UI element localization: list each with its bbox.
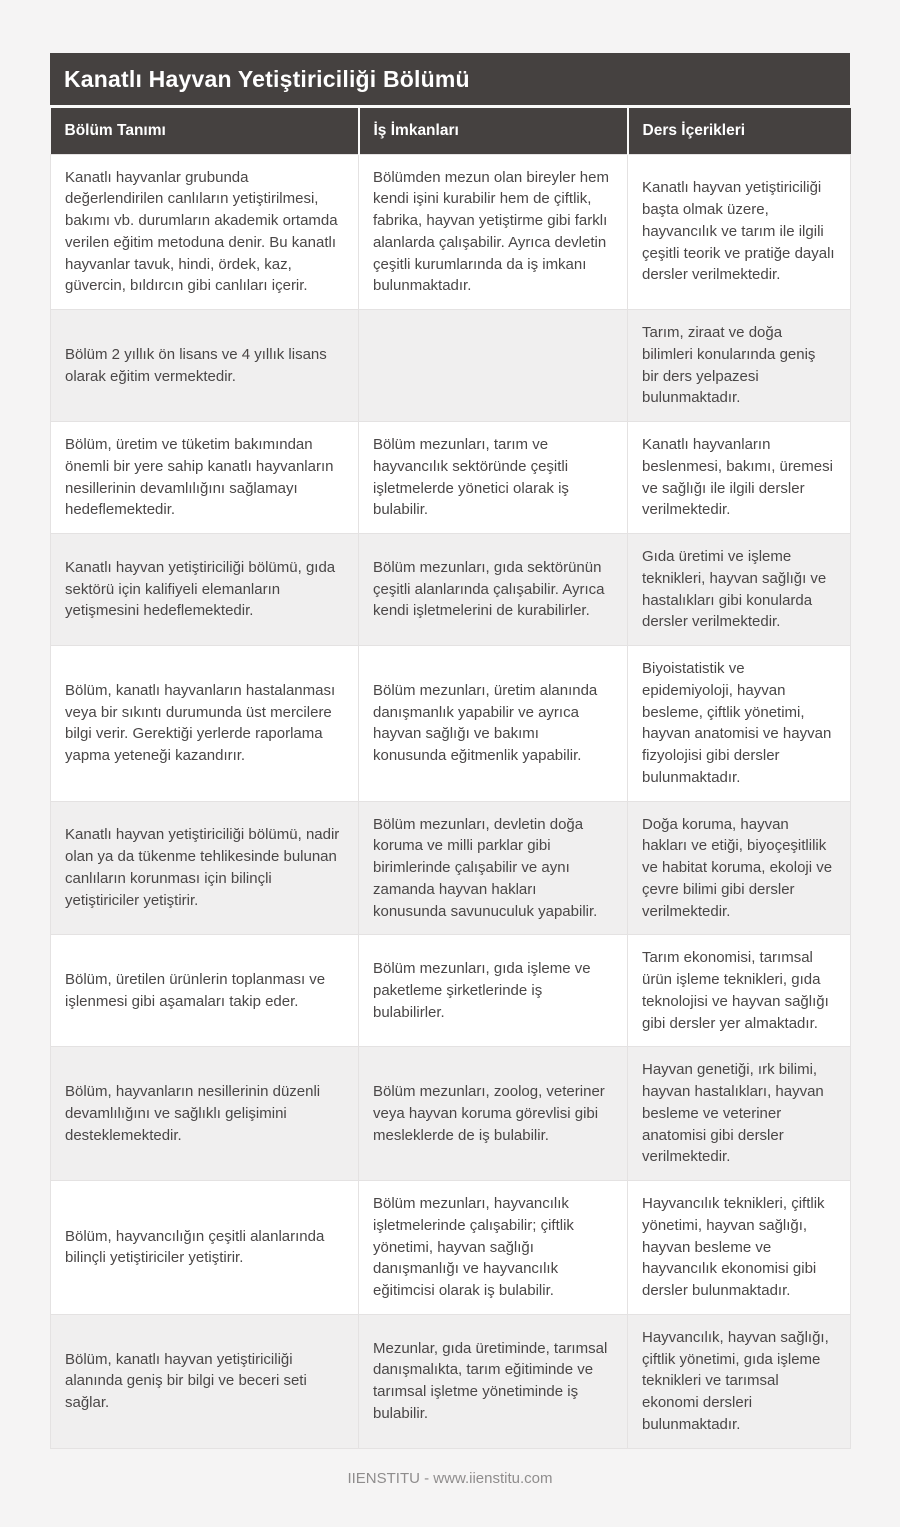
column-header-bolum-tanimi: Bölüm Tanımı — [51, 108, 359, 154]
table-row — [51, 646, 851, 802]
table-cell: Bölüm 2 yıllık ön lisans ve 4 yıllık lisans olarak eğitim vermektedir. — [51, 310, 359, 422]
table-cell: Bölüm mezunları, devletin doğa koruma ve milli parklar gibi birimlerinde çalışabilir ve aynı zamanda hayvan hakları konusunda savunuculuk yapabilir. — [359, 801, 628, 935]
table-cell: Bölüm mezunları, gıda sektörünün çeşitli alanlarında çalışabilir. Ayrıca kendi işletmelerini de kurabilirler. — [359, 534, 628, 646]
table-cell: Bölümden mezun olan bireyler hem kendi işini kurabilir hem de çiftlik, fabrika, hayvan yetiştirme gibi farklı alanlarda çalışabilir. Ayrıca devletin çeşitli kurumlarında da iş imkanı bulunmaktadır. — [359, 154, 628, 310]
table-cell: Kanatlı hayvan yetiştiriciliği bölümü, nadir olan ya da tükenme tehlikesinde bulunan canlıların korunması için bilinçli yetiştiriciler yetiştirir. — [51, 801, 359, 935]
table-cell: Kanatlı hayvan yetiştiriciliği bölümü, gıda sektörü için kalifiyeli elemanların yetişmesini hedeflemektedir. — [51, 534, 359, 646]
table-cell: Hayvancılık, hayvan sağlığı, çiftlik yönetimi, gıda işleme teknikleri ve tarımsal ekonomi dersleri bulunmaktadır. — [628, 1314, 851, 1448]
footer-text: IIENSTITU - www.iienstitu.com — [347, 1469, 553, 1487]
table-cell: Tarım ekonomisi, tarımsal ürün işleme teknikleri, gıda teknolojisi ve hayvan sağlığı gibi dersler yer almaktadır. — [628, 935, 851, 1047]
header-row — [51, 108, 851, 154]
table-cell: Bölüm mezunları, üretim alanında danışmanlık yapabilir ve ayrıca hayvan sağlığı ve bakımı konusunda eğitmenlik yapabilir. — [359, 646, 628, 802]
table-row — [51, 801, 851, 935]
table-cell: Bölüm, üretilen ürünlerin toplanması ve işlenmesi gibi aşamaları takip eder. — [51, 935, 359, 1047]
table-cell: Tarım, ziraat ve doğa bilimleri konularında geniş bir ders yelpazesi bulunmaktadır. — [628, 310, 851, 422]
table-cell: Bölüm, hayvancılığın çeşitli alanlarında bilinçli yetiştiriciler yetiştirir. — [51, 1181, 359, 1315]
table-cell: Bölüm, kanatlı hayvanların hastalanması veya bir sıkıntı durumunda üst mercilere bilgi verir. Gerektiği yerlerde raporlama yapma yeteneği kazandırır. — [51, 646, 359, 802]
table-cell: Bölüm mezunları, zoolog, veteriner veya hayvan koruma görevlisi gibi mesleklerde de iş bulabilir. — [359, 1047, 628, 1181]
table-row — [51, 1314, 851, 1448]
table-cell: Bölüm, kanatlı hayvan yetiştiriciliği alanında geniş bir bilgi ve beceri seti sağlar. — [51, 1314, 359, 1448]
table-row — [51, 935, 851, 1047]
table-cell: Bölüm mezunları, gıda işleme ve paketleme şirketlerinde iş bulabilirler. — [359, 935, 628, 1047]
table-row — [51, 1047, 851, 1181]
table-row — [51, 310, 851, 422]
table-cell: Gıda üretimi ve işleme teknikleri, hayvan sağlığı ve hastalıkları gibi konularda dersler verilmektedir. — [628, 534, 851, 646]
table-cell: Hayvan genetiği, ırk bilimi, hayvan hastalıkları, hayvan besleme ve veteriner anatomisi gibi dersler verilmektedir. — [628, 1047, 851, 1181]
column-header-ders-icerikleri: Ders İçerikleri — [628, 108, 851, 154]
table-cell: Hayvancılık teknikleri, çiftlik yönetimi, hayvan sağlığı, hayvan besleme ve hayvancılık ekonomisi gibi dersler bulunmaktadır. — [628, 1181, 851, 1315]
table-cell: Bölüm mezunları, hayvancılık işletmelerinde çalışabilir; çiftlik yönetimi, hayvan sağlığı danışmanlığı ve hayvancılık eğitimcisi olarak iş bulabilir. — [359, 1181, 628, 1315]
table-header — [51, 108, 851, 154]
table-title-bar — [50, 53, 850, 108]
table-cell: Biyoistatistik ve epidemiyoloji, hayvan besleme, çiftlik yönetimi, hayvan anatomisi ve hayvan fizyolojisi gibi dersler bulunmaktadır. — [628, 646, 851, 802]
table-row — [51, 534, 851, 646]
table-cell: Bölüm mezunları, tarım ve hayvancılık sektöründe çeşitli işletmelerde yönetici olarak iş bulabilir. — [359, 422, 628, 534]
table-cell — [359, 310, 628, 422]
table-cell: Bölüm, hayvanların nesillerinin düzenli devamlılığını ve sağlıklı gelişimini desteklemektedir. — [51, 1047, 359, 1181]
table-cell: Kanatlı hayvan yetiştiriciliği başta olmak üzere, hayvancılık ve tarım ile ilgili çeşitli teorik ve pratiğe dayalı dersler verilmektedir. — [628, 154, 851, 310]
page-title: Kanatlı Hayvan Yetiştiriciliği Bölümü — [64, 65, 470, 92]
document — [50, 0, 850, 1527]
table-row — [51, 154, 851, 310]
column-header-is-imkanlari: İş İmkanları — [359, 108, 628, 154]
table-row — [51, 1181, 851, 1315]
table-body — [51, 154, 851, 1448]
table-cell: Kanatlı hayvanların beslenmesi, bakımı, üremesi ve sağlığı ile ilgili dersler verilmektedir. — [628, 422, 851, 534]
table-cell: Doğa koruma, hayvan hakları ve etiği, biyoçeşitlilik ve habitat koruma, ekoloji ve çevre bilimi gibi dersler verilmektedir. — [628, 801, 851, 935]
department-table — [50, 108, 851, 1449]
table-cell: Bölüm, üretim ve tüketim bakımından önemli bir yere sahip kanatlı hayvanların nesillerinin devamlılığını sağlamayı hedeflemektedir. — [51, 422, 359, 534]
table-row — [51, 422, 851, 534]
table-cell: Mezunlar, gıda üretiminde, tarımsal danışmalıkta, tarım eğitiminde ve tarımsal işletme yönetiminde iş bulabilir. — [359, 1314, 628, 1448]
table-cell: Kanatlı hayvanlar grubunda değerlendirilen canlıların yetiştirilmesi, bakımı vb. durumların akademik ortamda verilen eğitim metoduna denir. Bu kanatlı hayvanlar tavuk, hindi, ördek, kaz, güvercin, bıldırcın gibi canlıları içerir. — [51, 154, 359, 310]
